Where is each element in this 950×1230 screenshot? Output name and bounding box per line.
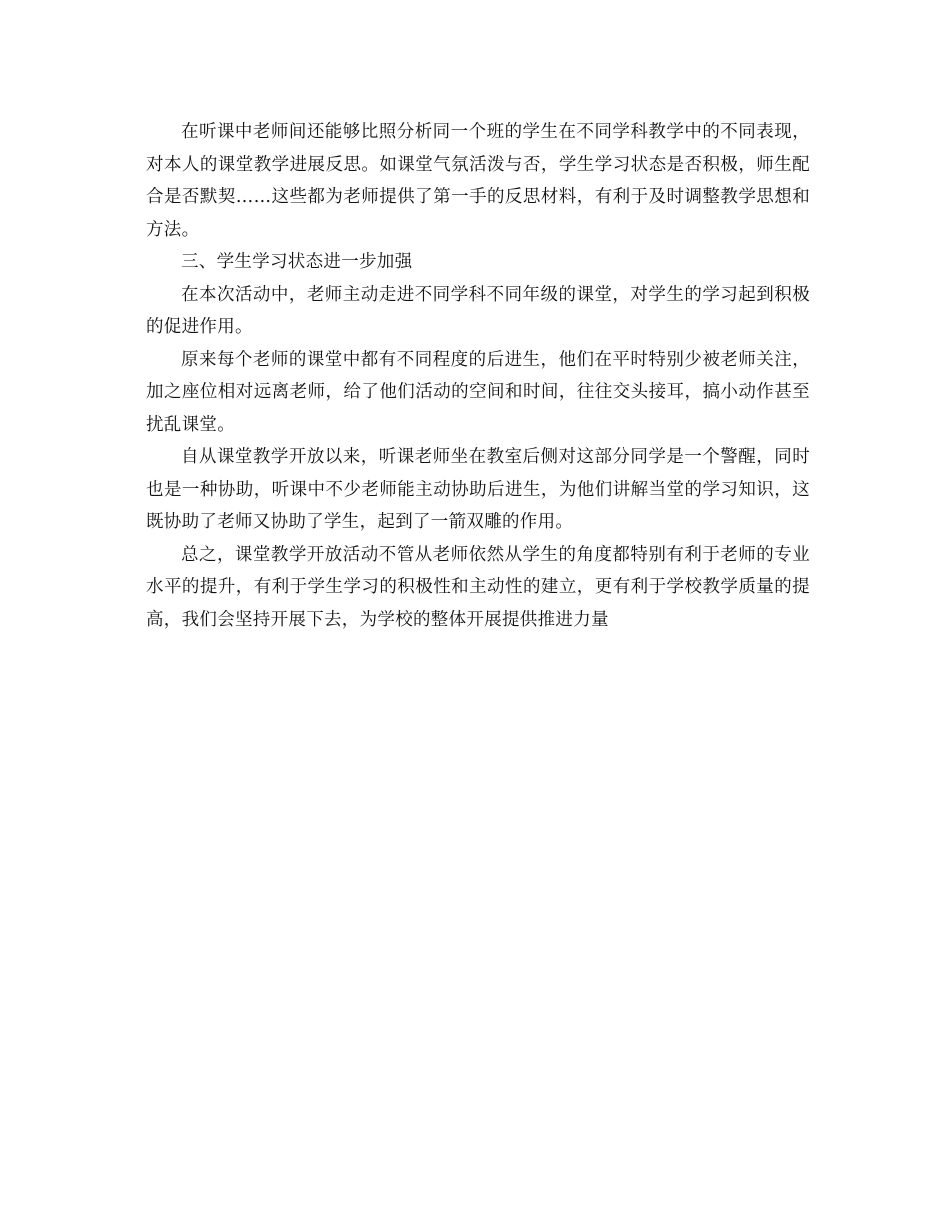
paragraph-conclusion: 总之，课堂教学开放活动不管从老师依然从学生的角度都特别有利于老师的专业水平的提升，有利于学生学习的积极性和主动性的建立，更有利于学校教学质量的提高，我们会坚持开展下去，为学校的整体开展提供推进力量 [146,544,810,630]
document-body [146,116,810,636]
paragraph-activity: 在本次活动中，老师主动走进不同学科不同年级的课堂，对学生的学习起到积极的促进作用。 [146,284,810,337]
paragraph-struggling-students: 原来每个老师的课堂中都有不同程度的后进生，他们在平时特别少被老师关注，加之座位相对远离老师，给了他们活动的空间和时间，往往交头接耳，搞小动作甚至扰乱课堂。 [146,349,810,435]
paragraph-reflection: 在听课中老师间还能够比照分析同一个班的学生在不同学科教学中的不同表现，对本人的课堂教学进展反思。如课堂气氛活泼与否，学生学习状态是否积极，师生配合是否默契……这些都为老师提供了第一手的反思材料，有利于及时调整教学思想和方法。 [146,122,810,240]
paragraph-open-classroom: 自从课堂教学开放以来，听课老师坐在教室后侧对这部分同学是一个警醒，同时也是一种协助，听课中不少老师能主动协助后进生，为他们讲解当堂的学习知识，这既协助了老师又协助了学生，起到了一箭双雕的作用。 [146,447,810,532]
section-heading: 三、学生学习状态进一步加强 [181,252,413,272]
